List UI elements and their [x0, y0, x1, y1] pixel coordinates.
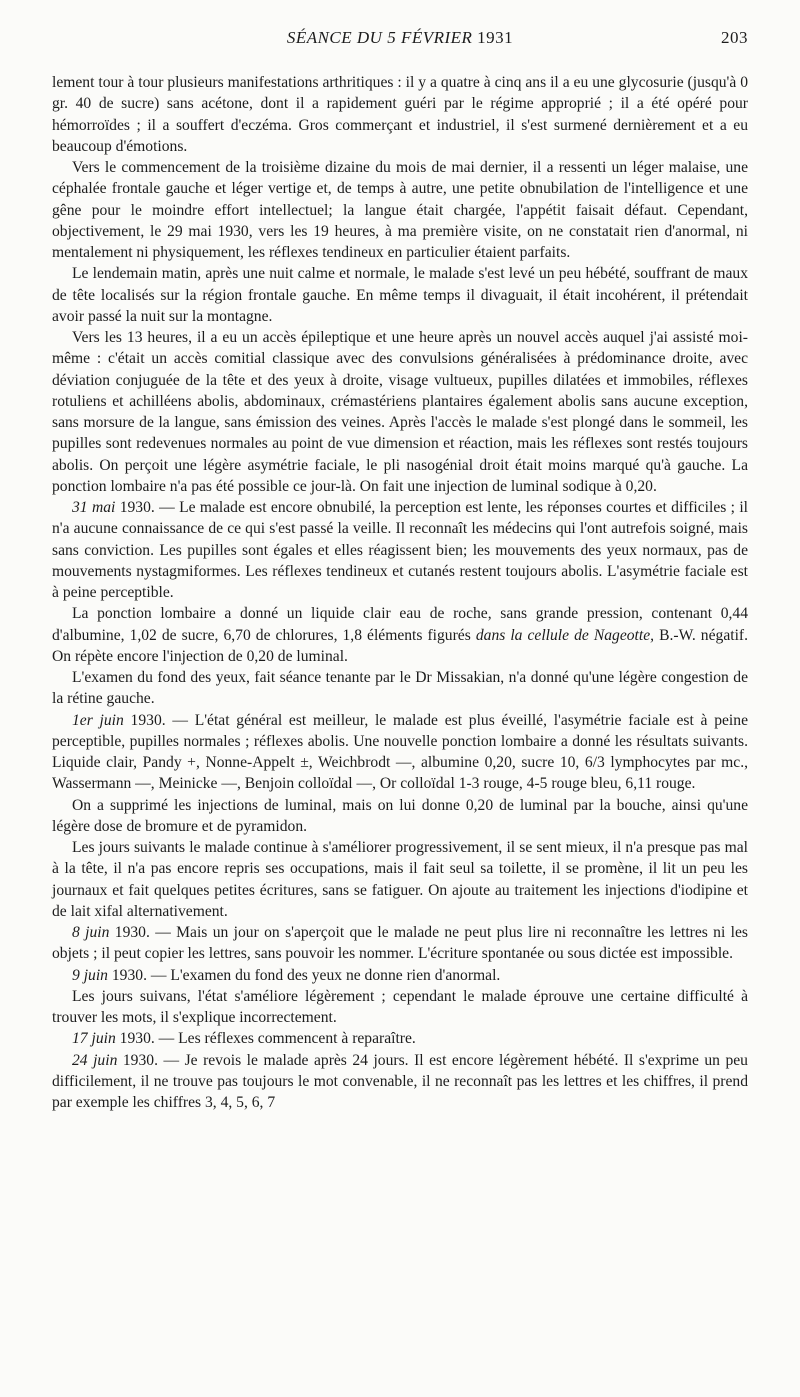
- paragraph: On a supprimé les injections de luminal, mais on lui donne 0,20 de luminal par la bouche, ainsi qu'une légère dose de bromure et de pyramidon.: [52, 796, 748, 835]
- running-title-year: 1931: [477, 28, 514, 47]
- paragraph: lement tour à tour plusieurs manifestations arthritiques : il y a quatre à cinq ans il a eu une glycosurie (jusqu'à 0 gr. 40 de sucre) sans acétone, dont il a rapidement guéri par le régime approprié ; il a été opéré pour hémorroïdes ; il a souffert d'eczéma. Gros commerçant et industriel, il s'est surmené dernièrement et a eu beaucoup d'émotions.: [52, 74, 748, 155]
- running-title: [52, 28, 748, 48]
- paragraph: [52, 710, 748, 795]
- paragraph: Vers le commencement de la troisième dizaine du mois de mai dernier, il a ressenti un léger malaise, une céphalée frontale gauche et léger vertige et, de temps à autre, une petite obnubilation de l'intelligence et une gêne pour le moindre effort intellectuel; la langue était chargée, l'appétit faisait défaut. Cependant, objectivement, le 29 mai 1930, vers les 19 heures, à ma première visite, on ne constatait rien d'anormal, ni mentalement ni physiquement, les réflexes tendineux en particulier étaient parfaits.: [52, 159, 748, 261]
- paragraph: Les jours suivans, l'état s'améliore légèrement ; cependant le malade éprouve une certaine difficulté à trouver les mots, il s'explique incorrectement.: [52, 987, 748, 1026]
- entry-date: 31 mai: [72, 499, 116, 516]
- paragraph: Les jours suivants le malade continue à s'améliorer progressivement, il se sent mieux, il n'a presque pas mal à la tête, il n'a pas encore repris ses occupations, mais il fait seul sa toilette, il se promène, il lit un peu les journaux et fait quelques petites écritures, sans se fatiguer. On ajoute au traitement les injections d'iodipine et de lait xifal alternativement.: [52, 839, 748, 920]
- paragraph: [52, 1028, 748, 1049]
- entry-text: 1930. — Mais un jour on s'aperçoit que le malade ne peut plus lire ni reconnaître les lettres ni les objets ; il peut copier les lettres, sans pouvoir les nommer. L'écriture spontanée ou sous dictée est impossible.: [52, 924, 748, 963]
- running-head: [52, 28, 748, 58]
- paragraph: Le lendemain matin, après une nuit calme et normale, le malade s'est levé un peu hébété, souffrant de maux de tête localisés sur la région frontale gauche. En même temps il divaguait, il était incohérent, il prétendait avoir passé la nuit sur la montagne.: [52, 265, 748, 325]
- entry-text: 1930. — Je revois le malade après 24 jours. Il est encore légèrement hébété. Il s'exprime un peu difficilement, il ne trouve pas toujours le mot convenable, il ne reconnaît pas les lettres et les chiffres, il prend par exemple les chiffres 3, 4, 5, 6, 7: [52, 1051, 748, 1111]
- italic-phrase: dans la cellule de Nageotte,: [475, 626, 655, 644]
- entry-date: 9 juin: [72, 966, 108, 984]
- running-title-text: SÉANCE DU 5 FÉVRIER: [286, 28, 473, 47]
- paragraph: [52, 965, 748, 986]
- entry-text: 1930. — Le malade est encore obnubilé, la perception est lente, les réponses courtes et difficiles ; il n'a aucune connaissance de ce qui s'est passé la veille. Il reconnaît les médecins qui l'ont autrefois soigné, mais sans conviction. Les pupilles sont égales et elles réagissent bien; les mouvements des yeux normaux, pas de mouvements nystagmiformes. Les réflexes tendineux et cutanés restent toujours abolis. L'asymétrie faciale est à peine perceptible.: [52, 499, 748, 601]
- body-text: [52, 72, 748, 1113]
- paragraph: [52, 1050, 748, 1114]
- paragraph-text: B.-W. négatif. On répète encore l'injection de 0,20 de luminal.: [52, 626, 748, 665]
- entry-text: 1930. — L'examen du fond des yeux ne donne rien d'anormal.: [111, 966, 501, 984]
- paragraph: L'examen du fond des yeux, fait séance tenante par le Dr Missakian, n'a donné qu'une légère congestion de la rétine gauche.: [52, 669, 748, 708]
- paragraph: [52, 922, 748, 965]
- entry-text: 1930. — Les réflexes commencent à reparaître.: [119, 1030, 416, 1048]
- paragraph: [52, 497, 748, 603]
- page-number: 203: [721, 28, 748, 47]
- paragraph: Vers les 13 heures, il a eu un accès épileptique et une heure après un nouvel accès auquel j'ai assisté moi-même : c'était un accès comitial classique avec des convulsions généralisées à prédominance droite, avec déviation conjuguée de la tête et des yeux à droite, visage vultueux, pupilles dilatées et immobiles, réflexes rotuliens et achilléens abolis, abdominaux, crémastériens plantaires également abolis sans aucune exception, sans morsure de la langue, sans émission des veines. Après l'accès le malade s'est plongé dans le sommeil, les pupilles sont redevenues normales au point de vue dimension et réaction, mais les réflexes sont restés toujours abolis. On perçoit une légère asymétrie faciale, le pli nasogénial droit était moins marqué qu'à gauche. La ponction lombaire n'a pas été possible ce jour-là. On fait une injection de luminal sodique à 0,20.: [52, 329, 748, 495]
- paragraph-text: La ponction lombaire a donné un liquide clair eau de roche, sans grande pression, contenant 0,44 d'albumine, 1,02 de sucre, 6,70 de chlorures, 1,8 éléments figurés: [52, 605, 748, 644]
- entry-date: 17 juin: [72, 1030, 116, 1048]
- entry-date: 1er juin: [72, 711, 124, 729]
- entry-date: 24 juin: [72, 1051, 118, 1069]
- entry-date: 8 juin: [72, 924, 110, 941]
- paragraph: [52, 603, 748, 667]
- entry-text: 1930. — L'état général est meilleur, le malade est plus éveillé, l'asymétrie faciale est à peine perceptible, pupilles normales ; réflexes abolis. Une nouvelle ponction lombaire a donné les résultats suivants. Liquide clair, Pandy +, Nonne-Appelt ±, Weichbrodt —, albumine 0,20, sucre 10, 6/3 lymphocytes par mc., Wassermann —, Meinicke —, Benjoin colloïdal —, Or colloïdal 1-3 rouge, 4-5 rouge bleu, 6,11 rouge.: [52, 711, 748, 793]
